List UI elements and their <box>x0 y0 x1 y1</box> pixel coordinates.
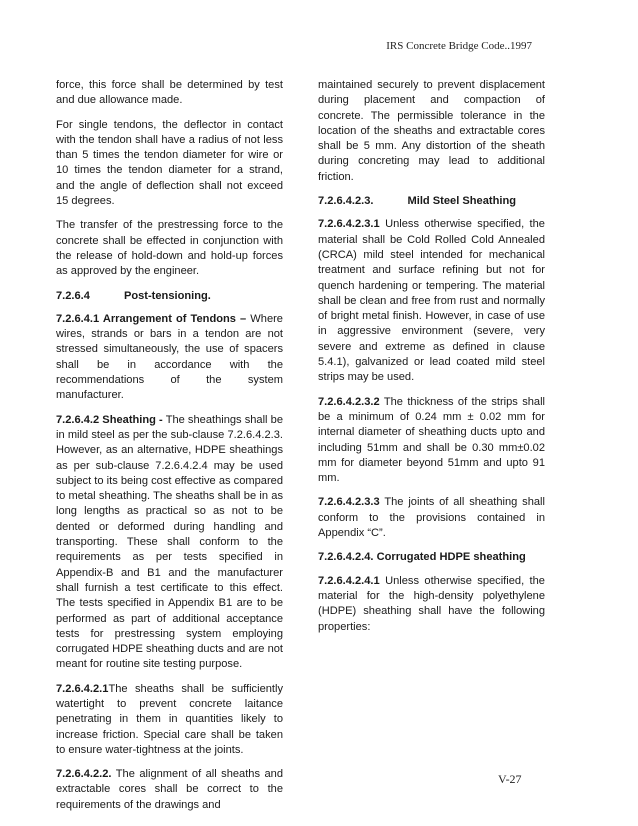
section-heading <box>318 194 545 209</box>
section-title: Mild Steel Sheathing <box>407 195 516 208</box>
clause <box>318 495 545 541</box>
clause <box>318 395 545 487</box>
clause-text: Where wires, strands or bars in a tendon are not stressed simultaneously, the use of spacers shall be in accordance with the recommendations of the system manufacturer. <box>56 312 283 402</box>
paragraph: force, this force shall be determined by test and due allowance made. <box>56 79 283 107</box>
clause <box>318 217 545 385</box>
clause-text: The joints of all sheathing shall conform to the provisions contained in Appendix “C”. <box>318 496 545 540</box>
section-heading <box>56 289 283 304</box>
paragraph: For single tendons, the deflector in contact with the tendon shall have a radius of not less than 5 times the tendon diameter for wire or 10 times the tendon diameter for a strand, and the angle of deflection shall not exceed 15 degrees. <box>56 118 283 208</box>
clause-text: The sheaths shall be sufficiently watertight to prevent concrete laitance penetrating in them in quantities likely to increase friction. Special care shall be taken to ensure water-tightness at the joints. <box>56 682 283 756</box>
clause-text: The alignment of all sheaths and extractable cores shall be correct to the requirements of the drawings and <box>56 768 283 811</box>
clause-heading: 7.2.6.4.2.2. <box>56 768 112 781</box>
clause-heading: 7.2.6.4.1 Arrangement of Tendons – <box>56 312 247 325</box>
section-heading: 7.2.6.4.2.4. Corrugated HDPE sheathing <box>318 551 526 564</box>
clause-heading: 7.2.6.4.2.3.3 <box>318 496 380 509</box>
clause-text: Unless otherwise specified, the material shall be Cold Rolled Cold Annealed (CRCA) mild steel intended for mechanical treatment and surface refining but not for quench hardening or tempering. The material shall be clean and free from rust and normally of bright metal finish. However, in case of use in aggressive environment (severe, very severe and extreme as defined in clause 5.4.1), galvanized or lead coated mild steel strips may be used. <box>318 218 545 384</box>
section-number: 7.2.6.4.2.3. <box>318 195 374 208</box>
clause-text: Unless otherwise specified, the material for the high-density polyethylene (HDPE) sheathing shall have the following properties: <box>318 574 545 633</box>
clause-heading: 7.2.6.4.2 Sheathing - <box>56 413 163 426</box>
paragraph: maintained securely to prevent displacement during placement and compaction of concrete. The permissible tolerance in the location of the sheaths and extractable cores shall be 5 mm. Any distortion of the sheath during concreting may lead to additional friction. <box>318 79 545 183</box>
clause <box>56 312 283 404</box>
clause <box>318 574 545 635</box>
page-number: V-27 <box>498 772 522 786</box>
clause-text: The sheathings shall be in mild steel as per the sub-clause 7.2.6.4.2.3. However, as an alternative, HDPE sheathings as per sub-clause 7.2.6.4.2.4 may be used subject to its being cost effective as compared to metal sheathing. The sheaths shall be in as long lengths as practical so as not to be dented or deformed during handling and transporting. These shall conform to the requirements as per tests specified in Appendix-B and B1 and the manufacturer shall furnish a test certificate to this effect. The tests specified in Appendix B1 are to be performed as part of additional acceptance tests for prestressing system employing corrugated HDPE sheathing ducts and are not meant for routine site testing purpose. <box>56 413 283 671</box>
section-title: Post-tensioning. <box>123 289 211 302</box>
clause-heading: 7.2.6.4.2.1 <box>56 682 109 695</box>
section-number: 7.2.6.4 <box>56 289 90 302</box>
clause-heading: 7.2.6.4.2.3.1 <box>318 218 380 231</box>
right-column <box>318 78 545 644</box>
clause-heading: 7.2.6.4.2.4.1 <box>318 574 380 587</box>
paragraph: The transfer of the prestressing force to the concrete shall be effected in conjunction with the release of hold-down and hold-up forces as approved by the engineer. <box>56 219 283 278</box>
left-column <box>56 78 283 822</box>
clause <box>56 413 283 673</box>
clause <box>56 767 283 813</box>
clause <box>56 682 283 758</box>
clause-text: The thickness of the strips shall be a minimum of 0.24 mm ± 0.02 mm for internal diameter of sheathing ducts upto and including 51mm and shall be 0.30 mm±0.02 mm for diameter beyond 51mm and upto 91 mm. <box>318 395 546 485</box>
running-header: IRS Concrete Bridge Code..1997 <box>386 40 532 52</box>
clause-heading: 7.2.6.4.2.3.2 <box>318 395 380 408</box>
